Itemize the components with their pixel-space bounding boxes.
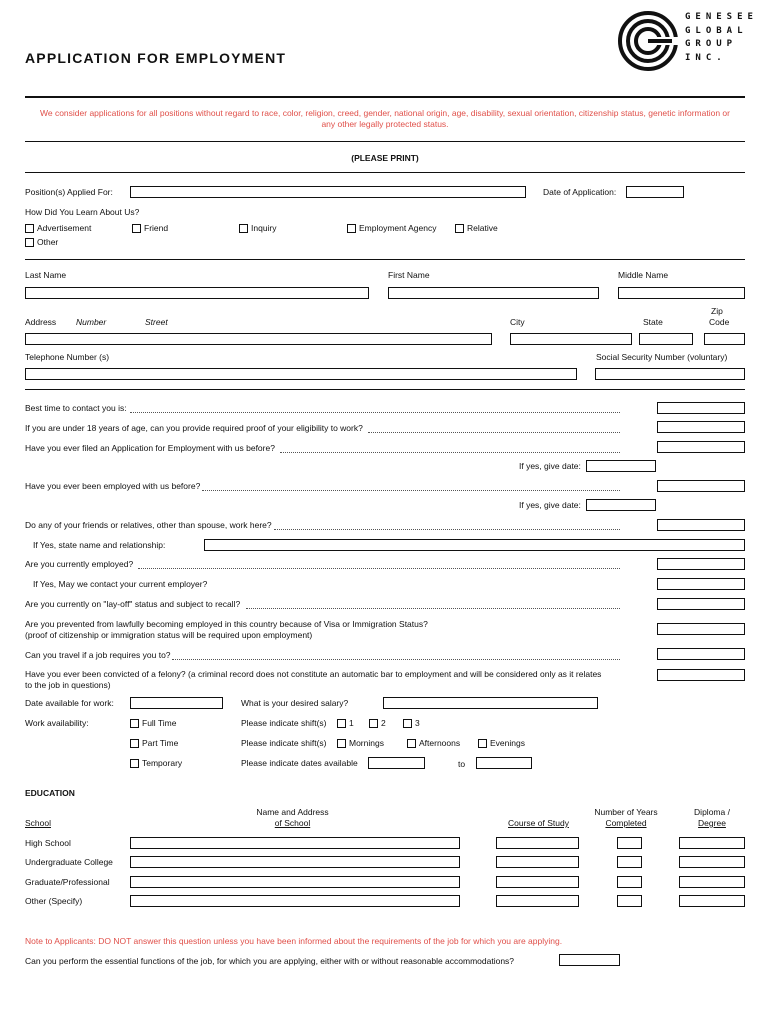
middle-name-label: Middle Name xyxy=(618,270,669,280)
logo-line: GENESEE xyxy=(685,12,758,22)
col-school-header: School xyxy=(25,818,51,828)
evenings-checkbox[interactable] xyxy=(478,739,487,748)
edu-course-field[interactable] xyxy=(496,895,579,907)
shift-3-label: 3 xyxy=(415,718,420,728)
applicant-note: Note to Applicants: DO NOT answer this question unless you have been informed about the requirements of the job for which you are applying. xyxy=(25,936,563,946)
col-diploma-header xyxy=(680,807,744,829)
filed-before-question: Have you ever filed an Application for Employment with us before? xyxy=(25,443,275,453)
afternoons-checkbox[interactable] xyxy=(407,739,416,748)
ssn-label: Social Security Number (voluntary) xyxy=(596,352,728,362)
date-available-field[interactable] xyxy=(130,697,223,709)
temporary-checkbox[interactable] xyxy=(130,759,139,768)
street-address-field[interactable] xyxy=(25,333,492,345)
part-time-label: Part Time xyxy=(142,738,179,748)
edu-diploma-field[interactable] xyxy=(679,895,745,907)
address-label: Address xyxy=(25,317,57,327)
shifts-label-2: Please indicate shift(s) xyxy=(241,738,327,748)
col-years-header-line1: Number of Years xyxy=(594,807,658,817)
last-name-field[interactable] xyxy=(25,287,369,299)
layoff-answer-field[interactable] xyxy=(657,598,745,610)
positions-label: Position(s) Applied For: xyxy=(25,187,113,197)
page-title: APPLICATION FOR EMPLOYMENT xyxy=(25,50,287,66)
felony-question: Have you ever been convicted of a felony? (a criminal record does not constitute an automatic bar to employment and will be considered only as it relates xyxy=(25,669,602,679)
essential-functions-question: Can you perform the essential functions of the job, for which you are applying, either with or without reasonable accommodations? xyxy=(25,956,515,966)
shifts-label: Please indicate shift(s) xyxy=(241,718,327,728)
currently-employed-answer-field[interactable] xyxy=(657,558,745,570)
employment-agency-checkbox[interactable] xyxy=(347,224,356,233)
full-time-checkbox[interactable] xyxy=(130,719,139,728)
edu-course-field[interactable] xyxy=(496,856,579,868)
date-of-application-field[interactable] xyxy=(626,186,684,198)
city-field[interactable] xyxy=(510,333,632,345)
edu-name-field[interactable] xyxy=(130,837,460,849)
shift-1-checkbox[interactable] xyxy=(337,719,346,728)
ssn-field[interactable] xyxy=(595,368,745,380)
company-logo xyxy=(617,10,758,72)
edu-years-field[interactable] xyxy=(617,876,642,888)
filed-before-answer-field[interactable] xyxy=(657,441,745,453)
salary-field[interactable] xyxy=(383,697,598,709)
work-availability-label: Work availability: xyxy=(25,718,89,728)
evenings-label: Evenings xyxy=(490,738,525,748)
zip-code-field[interactable] xyxy=(704,333,745,345)
zip-label: Zip xyxy=(711,306,723,316)
under18-question: If you are under 18 years of age, can you provide required proof of your eligibility to work? xyxy=(25,423,363,433)
logo-line: INC. xyxy=(685,52,727,63)
first-name-label: First Name xyxy=(388,270,430,280)
mornings-checkbox[interactable] xyxy=(337,739,346,748)
dates-from-field[interactable] xyxy=(368,757,425,769)
state-label: State xyxy=(643,317,663,327)
part-time-checkbox[interactable] xyxy=(130,739,139,748)
leader-dots xyxy=(130,411,620,413)
friends-answer-field[interactable] xyxy=(657,519,745,531)
other-label: Other xyxy=(37,237,59,247)
advertisement-checkbox[interactable] xyxy=(25,224,34,233)
eeo-notice-line2: any other legally protected status. xyxy=(321,119,449,129)
friends-question: Do any of your friends or relatives, other than spouse, work here? xyxy=(25,520,272,530)
middle-name-field[interactable] xyxy=(618,287,745,299)
employed-before-question: Have you ever been employed with us before? xyxy=(25,481,201,491)
logo-text xyxy=(685,11,758,65)
divider xyxy=(25,259,745,260)
edu-years-field[interactable] xyxy=(617,895,642,907)
edu-row-label: Other (Specify) xyxy=(25,896,83,906)
visa-question: Are you prevented from lawfully becoming employed in this country because of Visa or Immigration Status? xyxy=(25,619,428,629)
best-time-field[interactable] xyxy=(657,402,745,414)
col-name-header-line2: of School xyxy=(274,818,311,828)
visa-proof-note: (proof of citizenship or immigration status will be required upon employment) xyxy=(25,630,313,640)
may-contact-question: If Yes, May we contact your current employer? xyxy=(33,579,208,589)
employed-before-answer-field[interactable] xyxy=(657,480,745,492)
afternoons-label: Afternoons xyxy=(419,738,461,748)
visa-answer-field[interactable] xyxy=(657,623,745,635)
felony-answer-field[interactable] xyxy=(657,669,745,681)
col-course-header: Course of Study xyxy=(508,818,569,828)
logo-line: GROUP xyxy=(685,39,738,49)
friend-checkbox[interactable] xyxy=(132,224,141,233)
street-label: Street xyxy=(145,317,168,327)
temporary-label: Temporary xyxy=(142,758,183,768)
leader-dots xyxy=(172,658,620,660)
last-name-label: Last Name xyxy=(25,270,67,280)
shift-2-checkbox[interactable] xyxy=(369,719,378,728)
other-checkbox[interactable] xyxy=(25,238,34,247)
please-print-label: (PLEASE PRINT) xyxy=(351,153,419,163)
leader-dots xyxy=(202,489,620,491)
education-heading: EDUCATION xyxy=(25,788,75,798)
learn-question: How Did You Learn About Us? xyxy=(25,207,140,217)
edu-row-label: Undergraduate College xyxy=(25,857,113,867)
layoff-question: Are you currently on "lay-off" status and subject to recall? xyxy=(25,599,241,609)
edu-diploma-field[interactable] xyxy=(679,856,745,868)
edu-name-field[interactable] xyxy=(130,856,460,868)
travel-question: Can you travel if a job requires you to? xyxy=(25,650,171,660)
filed-date-label: If yes, give date: xyxy=(519,461,581,471)
leader-dots xyxy=(368,431,620,433)
best-time-label: Best time to contact you is: xyxy=(25,403,127,413)
edu-diploma-field[interactable] xyxy=(679,837,745,849)
edu-row-label: High School xyxy=(25,838,71,848)
dates-to-field[interactable] xyxy=(476,757,532,769)
divider xyxy=(25,141,745,142)
mornings-label: Mornings xyxy=(349,738,384,748)
number-label: Number xyxy=(76,317,107,327)
edu-name-field[interactable] xyxy=(130,895,460,907)
leader-dots xyxy=(274,528,620,530)
col-name-header-line1: Name and Address xyxy=(256,807,329,817)
employed-date-label: If yes, give date: xyxy=(519,500,581,510)
edu-course-field[interactable] xyxy=(496,876,579,888)
header-rule xyxy=(25,96,745,98)
shift-1-label: 1 xyxy=(349,718,354,728)
edu-years-field[interactable] xyxy=(617,837,642,849)
telephone-field[interactable] xyxy=(25,368,577,380)
city-label: City xyxy=(510,317,525,327)
to-label: to xyxy=(458,759,466,769)
may-contact-answer-field[interactable] xyxy=(657,578,745,590)
inquiry-label: Inquiry xyxy=(251,223,277,233)
under18-answer-field[interactable] xyxy=(657,421,745,433)
eeo-notice-line1: We consider applications for all positions without regard to race, color, religion, creed, gender, national origin, age, disability, sexual orientation, citizenship status, genetic information or xyxy=(40,108,730,118)
filed-date-field[interactable] xyxy=(586,460,656,472)
col-diploma-header-line1: Diploma / xyxy=(694,807,730,817)
telephone-label: Telephone Number (s) xyxy=(25,352,110,362)
col-years-header-line2: Completed xyxy=(605,818,647,828)
dates-available-label: Please indicate dates available xyxy=(241,758,358,768)
essential-functions-answer-field[interactable] xyxy=(559,954,620,966)
salary-label: What is your desired salary? xyxy=(241,698,349,708)
edu-row-label: Graduate/Professional xyxy=(25,877,110,887)
positions-field[interactable] xyxy=(130,186,526,198)
divider xyxy=(25,172,745,173)
currently-employed-question: Are you currently employed? xyxy=(25,559,134,569)
advertisement-label: Advertisement xyxy=(37,223,92,233)
felony-question-cont: to the job in questions) xyxy=(25,680,111,690)
col-years-header xyxy=(586,807,666,829)
name-relationship-field[interactable] xyxy=(204,539,745,551)
relative-label: Relative xyxy=(467,223,498,233)
full-time-label: Full Time xyxy=(142,718,177,728)
date-of-application-label: Date of Application: xyxy=(543,187,617,197)
employment-agency-label: Employment Agency xyxy=(359,223,437,233)
logo-mark-icon xyxy=(617,10,679,72)
zip-code-label: Code xyxy=(709,317,730,327)
employed-date-field[interactable] xyxy=(586,499,656,511)
date-available-label: Date available for work: xyxy=(25,698,114,708)
friend-label: Friend xyxy=(144,223,169,233)
logo-line: GLOBAL xyxy=(685,25,748,36)
edu-years-field[interactable] xyxy=(617,856,642,868)
leader-dots xyxy=(138,567,620,569)
inquiry-checkbox[interactable] xyxy=(239,224,248,233)
edu-diploma-field[interactable] xyxy=(679,876,745,888)
col-name-header xyxy=(230,807,355,829)
relative-checkbox[interactable] xyxy=(455,224,464,233)
shift-3-checkbox[interactable] xyxy=(403,719,412,728)
leader-dots xyxy=(280,451,620,453)
name-relationship-label: If Yes, state name and relationship: xyxy=(33,540,166,550)
first-name-field[interactable] xyxy=(388,287,599,299)
state-field[interactable] xyxy=(639,333,693,345)
edu-course-field[interactable] xyxy=(496,837,579,849)
divider xyxy=(25,389,745,390)
edu-name-field[interactable] xyxy=(130,876,460,888)
col-diploma-header-line2: Degree xyxy=(698,818,726,828)
shift-2-label: 2 xyxy=(381,718,386,728)
travel-answer-field[interactable] xyxy=(657,648,745,660)
leader-dots xyxy=(246,607,620,609)
